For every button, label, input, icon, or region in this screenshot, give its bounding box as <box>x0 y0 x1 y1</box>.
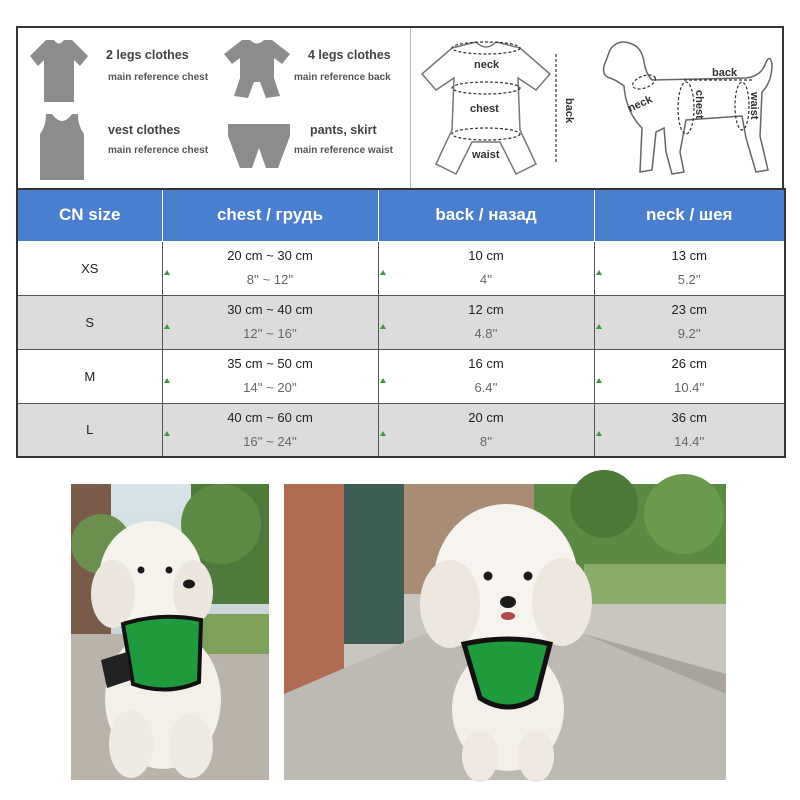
chest-cm: 30 cm ~ 40 cm <box>227 302 313 317</box>
four-legs-subtitle: main reference back <box>294 72 391 83</box>
pants-icon <box>226 122 292 170</box>
size-cell: S <box>17 295 162 349</box>
back-cell <box>378 295 594 349</box>
chest-inch: 16'' ~ 24'' <box>243 433 297 449</box>
cell-marker <box>380 324 386 329</box>
dog-photo-standing <box>284 484 726 780</box>
table-row <box>17 241 785 295</box>
cell-marker <box>596 324 602 329</box>
back-cm: 12 cm <box>468 302 504 317</box>
chest-cm: 40 cm ~ 60 cm <box>227 409 313 425</box>
dog-photo-sitting <box>71 484 269 780</box>
dog-waist-label: waist <box>748 92 760 120</box>
shirt-neck-label: neck <box>474 59 500 71</box>
back-inch: 8'' <box>479 433 493 449</box>
dog-photo-standing-image <box>284 484 726 780</box>
two-legs-title: 2 legs clothes <box>106 48 189 62</box>
chest-cm: 20 cm ~ 30 cm <box>227 248 313 263</box>
two-legs-shirt-icon <box>28 38 90 104</box>
back-cm: 10 cm <box>468 248 504 263</box>
size-cell: L <box>17 403 162 457</box>
neck-cell <box>594 349 785 403</box>
chest-inch: 12'' ~ 16'' <box>243 326 297 341</box>
cell-marker <box>596 378 602 383</box>
header-neck: neck / шея <box>594 189 785 241</box>
neck-cm: 26 cm <box>671 356 707 371</box>
shirt-back-label: back <box>563 98 575 124</box>
two-legs-subtitle: main reference chest <box>108 72 209 83</box>
table-row <box>17 295 785 349</box>
cell-marker <box>164 378 170 383</box>
shirt-waist-label: waist <box>472 149 500 161</box>
cell-marker <box>164 324 170 329</box>
cell-marker <box>164 431 170 436</box>
shirt-measurement-diagram <box>416 34 575 184</box>
back-cell <box>378 349 594 403</box>
back-cm: 20 cm <box>468 409 504 425</box>
neck-inch: 10.4'' <box>674 380 705 395</box>
four-legs-title: 4 legs clothes <box>308 48 391 62</box>
header-cn-size: CN size <box>17 189 162 241</box>
back-cell <box>378 241 594 295</box>
sizing-guide-panel <box>16 26 784 188</box>
chest-inch: 14'' ~ 20'' <box>243 380 297 395</box>
cell-marker <box>596 270 602 275</box>
cell-marker <box>164 270 170 275</box>
chest-cm: 35 cm ~ 50 cm <box>227 356 313 371</box>
cell-marker <box>596 431 602 436</box>
pants-subtitle: main reference waist <box>294 145 393 156</box>
table-header-row <box>17 189 785 241</box>
dog-chest-label: chest <box>693 90 705 119</box>
neck-cell <box>594 403 785 457</box>
chest-inch: 8'' ~ 12'' <box>246 272 294 287</box>
cell-marker <box>380 270 386 275</box>
dog-neck-label: neck <box>626 93 655 115</box>
neck-cm: 36 cm <box>671 409 707 425</box>
neck-inch: 5.2'' <box>677 272 701 287</box>
vest-title: vest clothes <box>108 123 181 137</box>
back-inch: 6.4'' <box>474 380 498 395</box>
size-table <box>16 188 786 458</box>
cell-marker <box>380 378 386 383</box>
back-inch: 4'' <box>479 272 493 287</box>
pants-title: pants, skirt <box>310 123 377 137</box>
table-row <box>17 349 785 403</box>
chest-cell <box>162 295 378 349</box>
shirt-chest-label: chest <box>470 103 499 115</box>
table-row <box>17 403 785 457</box>
neck-cm: 13 cm <box>671 248 707 263</box>
vest-icon <box>40 112 84 182</box>
dog-measurement-diagram <box>596 32 780 186</box>
neck-cell <box>594 295 785 349</box>
chest-cell <box>162 349 378 403</box>
size-cell: XS <box>17 241 162 295</box>
back-cm: 16 cm <box>468 356 504 371</box>
neck-inch: 9.2'' <box>677 326 701 341</box>
size-cell: M <box>17 349 162 403</box>
chest-cell <box>162 403 378 457</box>
back-inch: 4.8'' <box>474 326 498 341</box>
neck-cm: 23 cm <box>671 302 707 317</box>
back-cell <box>378 403 594 457</box>
four-legs-clothes-icon <box>222 38 292 100</box>
cell-marker <box>380 431 386 436</box>
dog-back-label: back <box>712 67 738 79</box>
chest-cell <box>162 241 378 295</box>
neck-inch: 14.4'' <box>674 433 705 449</box>
header-back: back / назад <box>378 189 594 241</box>
neck-cell <box>594 241 785 295</box>
vest-subtitle: main reference chest <box>108 145 209 156</box>
dog-photo-sitting-image <box>71 484 269 780</box>
guide-divider <box>410 28 411 188</box>
header-chest: chest / грудь <box>162 189 378 241</box>
